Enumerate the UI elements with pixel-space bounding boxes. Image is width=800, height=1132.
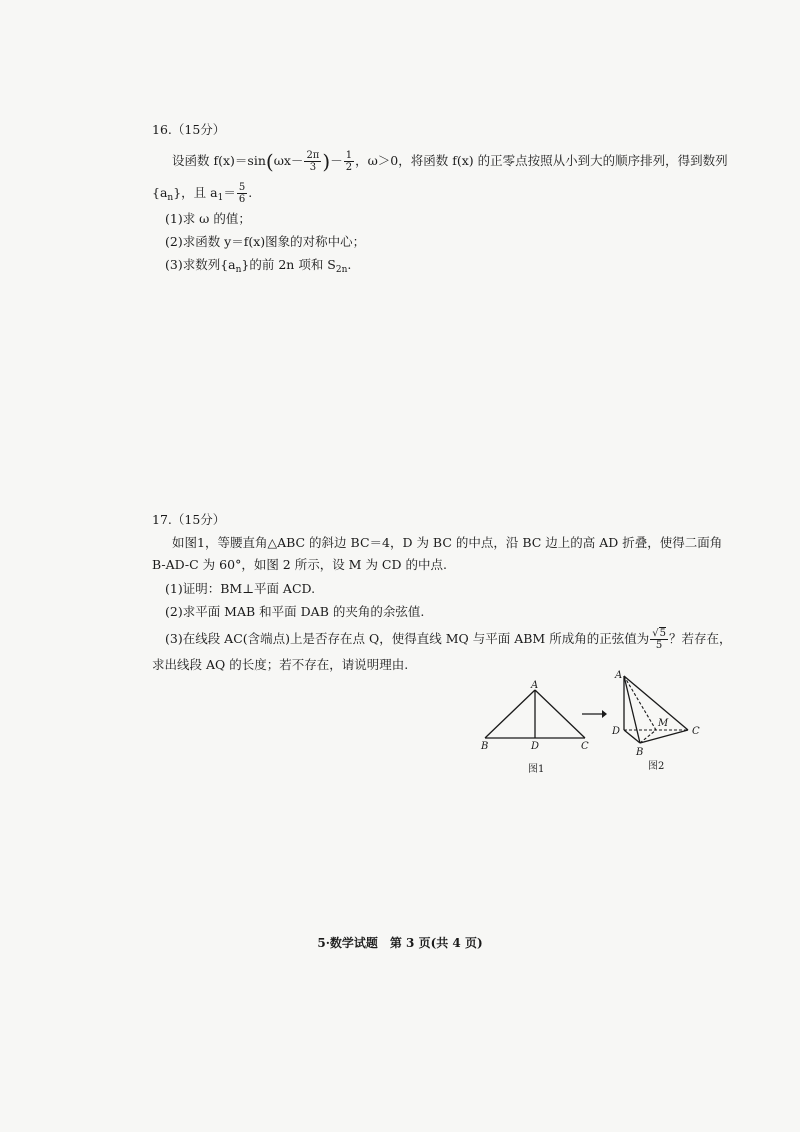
fraction-numerator: 1 [345, 150, 353, 161]
q16-eq: ＝ [223, 185, 236, 200]
q16-item-3 [165, 256, 351, 279]
fraction-denominator: 3 [309, 162, 317, 173]
q16-seq-b: }，且 a [173, 185, 218, 200]
q16-item-1: (1)求 ω 的值； [165, 211, 251, 226]
figure-2-caption: 图2 [648, 761, 665, 772]
edge-AB [485, 690, 535, 738]
q16-period: . [248, 185, 253, 200]
q16-minus: － [330, 153, 343, 168]
q17-item-3 [165, 628, 731, 651]
sqrt-radicand: 5 [659, 628, 666, 639]
q17-item-3-b: ？若存在， [668, 631, 732, 646]
label-B: B [636, 747, 644, 758]
q16-item-3-end: . [347, 257, 352, 272]
label-A: A [531, 680, 539, 691]
edge-BC [640, 730, 688, 743]
q17-item-2: (2)求平面 MAB 和平面 DAB 的夹角的余弦值. [165, 604, 425, 619]
fraction-1-2 [344, 150, 354, 173]
q16-item-2: (2)求函数 y＝f(x)图象的对称中心； [165, 234, 366, 249]
q17-header: 17.（15分） [152, 512, 226, 527]
q17-item-3-line2: 求出线段 AQ 的长度；若不存在，请说明理由. [152, 657, 409, 672]
q16-item-3-a: (3)求数列{a [165, 257, 236, 272]
label-A: A [615, 670, 623, 681]
q16-omega-x: ωx－ [273, 153, 304, 168]
label-D: D [612, 726, 621, 737]
label-M: M [658, 718, 669, 729]
fraction-denominator: 2 [345, 162, 353, 173]
q16-item-3-sub-2n: 2n [335, 265, 348, 275]
fraction-denominator: 5 [655, 640, 663, 651]
figure-2-tetrahedron [608, 668, 708, 778]
edge-AM-dashed [624, 676, 656, 730]
fraction-2pi-3 [304, 150, 321, 173]
page-footer: 5·数学试题 第 3 页(共 4 页) [317, 936, 483, 950]
fraction-denominator: 6 [238, 194, 246, 205]
fraction-numerator: √5 [652, 628, 666, 639]
q16-statement-line1 [172, 150, 728, 173]
left-paren: ( [265, 149, 274, 174]
q16-item-3-b: }的前 2n 项和 S [241, 257, 336, 272]
right-paren: ) [322, 149, 331, 174]
q17-item-1: (1)证明：BM⊥平面 ACD. [165, 581, 316, 596]
q17-statement-line1: 如图1，等腰直角△ABC 的斜边 BC＝4，D 为 BC 的中点，沿 BC 边上的高 AD 折叠，使得二面角 [172, 535, 723, 550]
q16-text-a: 设函数 f(x)＝sin [172, 153, 266, 168]
edge-AB [624, 676, 640, 743]
q17-item-3-a: (3)在线段 AC(含端点)上是否存在点 Q，使得直线 MQ 与平面 ABM 所成角的正弦值为 [165, 631, 650, 646]
arrow-right-icon [580, 708, 608, 720]
q16-statement-line2 [152, 182, 252, 207]
label-B: B [481, 741, 489, 752]
fraction-numerator: 2π [306, 150, 320, 161]
q16-header: 16.（15分） [152, 122, 226, 137]
label-D: D [531, 741, 540, 752]
figure-1-triangle [475, 678, 605, 778]
label-C: C [581, 741, 589, 752]
fraction-numerator: 5 [238, 182, 246, 193]
fraction-sqrt5-5 [650, 628, 668, 651]
q16-a1-sub: 1 [217, 193, 224, 203]
edge-AC [535, 690, 585, 738]
q17-statement-line2: B-AD-C 为 60°，如图 2 所示，设 M 为 CD 的中点. [152, 557, 447, 572]
q16-seq-a: {a [152, 185, 168, 200]
q16-seq-sub: n [167, 193, 174, 203]
q16-text-b: ，ω＞0，将函数 f(x) 的正零点按照从小到大的顺序排列，得到数列 [355, 153, 728, 168]
edge-AC [624, 676, 688, 730]
label-C: C [692, 726, 700, 737]
figure-1-caption: 图1 [528, 764, 545, 775]
fraction-5-6 [237, 182, 247, 205]
q16-item-3-sub-n: n [235, 265, 242, 275]
